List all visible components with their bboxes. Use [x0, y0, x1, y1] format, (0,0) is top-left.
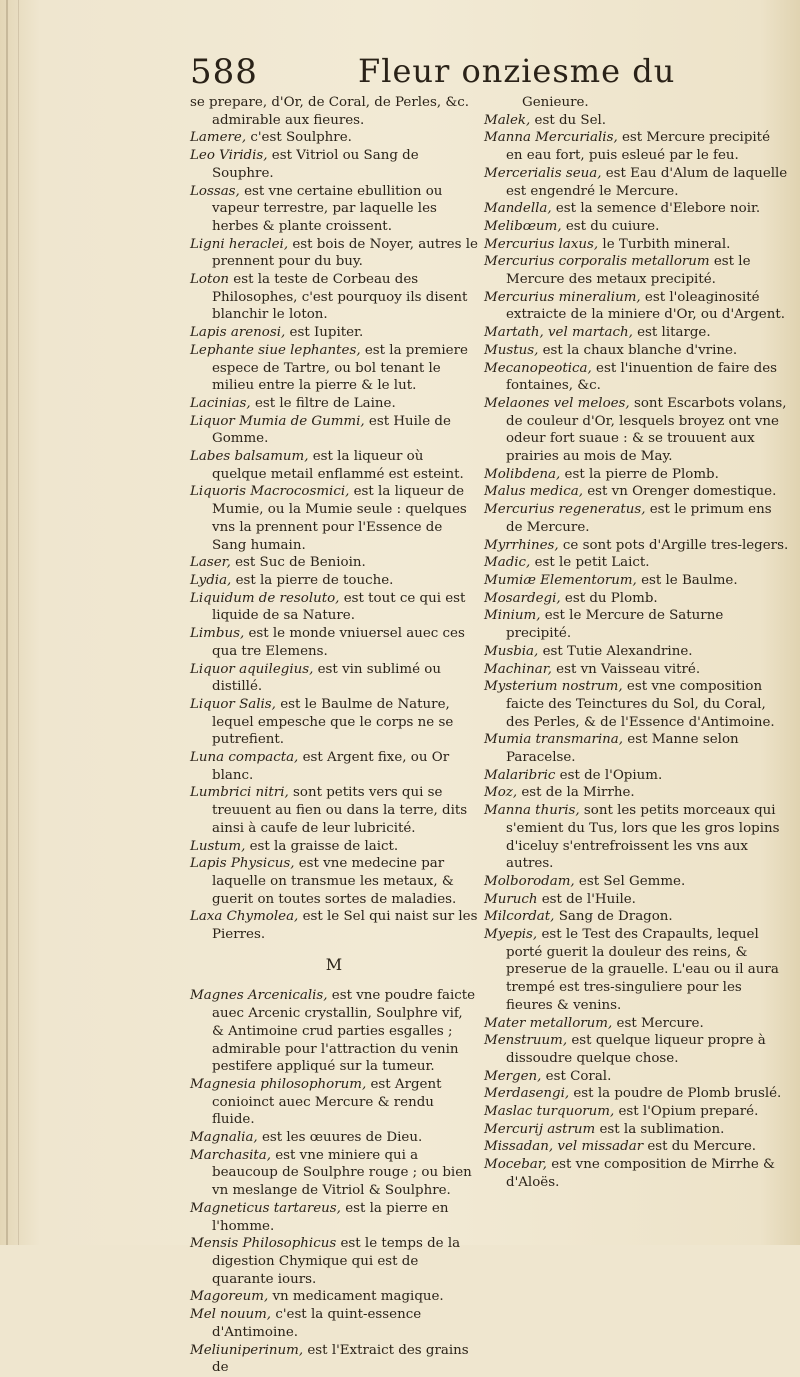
entry-definition: est Argent fixe, ou Or blanc.	[212, 750, 450, 783]
entry-definition: est la pierre en l'homme.	[212, 1200, 449, 1234]
entry-term: Maslac turquorum,	[484, 1104, 615, 1120]
entry-term: Lapis arenosi,	[190, 325, 286, 341]
entry-definition: est la liqueur où quelque metail enflammé est esteint.	[212, 449, 464, 482]
glossary-entry	[190, 94, 478, 129]
glossary-entry	[190, 448, 478, 483]
glossary-entry	[484, 1121, 790, 1139]
glossary-entry	[484, 731, 790, 766]
entry-term: Melaones vel meloes,	[484, 395, 630, 411]
glossary-entry	[484, 342, 790, 360]
entry-term: Mater metallorum,	[484, 1015, 613, 1031]
entry-term: Mel nouum,	[190, 1307, 272, 1323]
entry-definition: est du Mercure.	[643, 1139, 756, 1155]
entry-term: Liquor aquilegius,	[190, 661, 314, 677]
entry-definition: est la liqueur de Mumie, ou la Mumie seule : quelques vns la prennent pour l'Essence de Sang humain.	[212, 484, 467, 553]
entry-definition: est l'inuention de faire des fontaines, &c.	[506, 360, 778, 394]
entry-term: Mocebar,	[484, 1157, 547, 1173]
entry-term: Mercurij astrum	[484, 1121, 596, 1137]
entry-term: Lephante siue lephantes,	[190, 342, 361, 358]
entry-term: Lossas,	[190, 183, 240, 199]
glossary-entry	[484, 554, 790, 572]
entry-definition: est le Mercure des metaux precipité.	[506, 254, 751, 288]
glossary-entry	[484, 236, 790, 254]
entry-definition: sont les petits morceaux qui s'emient du Tus, lors que les gros lopins d'iceluy s'entrefroissent les vns aux autres.	[506, 803, 780, 872]
entry-definition: est la pierre de Plomb.	[560, 466, 719, 482]
glossary-entry	[190, 1129, 478, 1147]
glossary-entry	[190, 271, 478, 324]
glossary-entry	[484, 537, 790, 555]
entry-term: Mysterium nostrum,	[484, 679, 623, 695]
entry-term: Labes balsamum,	[190, 449, 309, 465]
entry-definition: est la premiere espece de Tartre, ou bol tenant le milieu entre la pierre & le lut.	[212, 342, 468, 394]
entry-term: Limbus,	[190, 626, 245, 642]
entry-definition: est quelque liqueur propre à dissoudre quelque chose.	[506, 1033, 766, 1066]
entry-definition: est l'oleaginosité extraicte de la miniere d'Or, ou d'Argent.	[506, 289, 785, 323]
glossary-entry	[190, 147, 478, 182]
entry-definition: est le temps de la digestion Chymique qui est de quarante iours.	[212, 1236, 461, 1287]
entry-definition: est vne composition faicte des Teinctures du Sol, du Coral, des Perles, & de l'Essence d'Antimoine.	[506, 679, 775, 730]
entry-definition: est Coral.	[541, 1068, 612, 1084]
right-column	[484, 94, 790, 1192]
entry-definition: est tout ce qui est liquide de sa Nature.	[212, 590, 466, 624]
glossary-entry	[190, 749, 478, 784]
entry-term: Magnes Arcenicalis,	[190, 988, 328, 1004]
entry-term: Magnesia philosophorum,	[190, 1076, 367, 1092]
entry-definition: est Suc de Benioin.	[230, 555, 366, 571]
entry-term: Milcordat,	[484, 909, 555, 925]
entry-term: Myrrhines,	[484, 537, 559, 553]
glossary-entry	[484, 1103, 790, 1121]
entry-definition: est le Test des Crapaults, lequel porté guerit la douleur des reins, & preserue de la grauelle. L'eau ou il aura trempé est tres-singuliere pour les fieures & venins.	[506, 927, 779, 1013]
glossary-entry	[190, 1306, 478, 1341]
entry-term: Myepis,	[484, 927, 538, 943]
entry-definition: le Turbith mineral.	[598, 236, 731, 252]
glossary-entry	[484, 395, 790, 466]
entry-definition: ce sont pots d'Argille tres-legers.	[558, 537, 789, 553]
glossary-entry	[190, 413, 478, 448]
entry-term: Laxa Chymolea,	[190, 909, 299, 925]
entry-definition: est Tutie Alexandrine.	[538, 643, 693, 659]
entry-term: Lumbrici nitri,	[190, 785, 289, 801]
glossary-entry	[484, 1015, 790, 1033]
entry-definition: est la pierre de touche.	[231, 572, 394, 588]
entry-definition: est la sublimation.	[595, 1121, 725, 1137]
glossary-entry	[190, 183, 478, 236]
entry-term: Mensis Philosophicus	[190, 1236, 337, 1252]
entry-definition: est du cuiure.	[561, 218, 660, 234]
glossary-entry	[484, 678, 790, 731]
glossary-entry	[484, 926, 790, 1015]
glossary-entry	[190, 554, 478, 572]
glossary-entry	[190, 236, 478, 271]
glossary-entry	[190, 342, 478, 395]
entry-term: Mercurius regeneratus,	[484, 502, 646, 518]
entry-definition: est le petit Laict.	[530, 555, 650, 571]
glossary-entry	[190, 572, 478, 590]
entry-term: Machinar,	[484, 661, 552, 677]
entry-term: Menstruum,	[484, 1033, 568, 1049]
glossary-entry	[484, 360, 790, 395]
entry-definition: est vn Vaisseau vitré.	[551, 661, 701, 677]
entry-term: Missadan, vel missadar	[484, 1139, 644, 1155]
entry-term: Leo Viridis,	[190, 148, 268, 164]
glossary-entry	[484, 1032, 790, 1067]
glossary-entry	[484, 784, 790, 802]
entry-definition: est la graisse de laict.	[245, 838, 399, 854]
entry-term: Merdasengi,	[484, 1086, 570, 1102]
entry-definition: est de l'Huile.	[537, 891, 636, 907]
entry-definition: est la poudre de Plomb bruslé.	[569, 1086, 782, 1102]
glossary-entry	[190, 483, 478, 554]
entry-term: Marchasita,	[190, 1147, 271, 1163]
glossary-entry	[484, 661, 790, 679]
entry-term: Malaribric	[484, 767, 556, 783]
entry-definition: vn medicament magique.	[268, 1289, 444, 1305]
page-number: 588	[190, 52, 258, 92]
entry-term: Malus medica,	[484, 484, 583, 500]
entry-definition: est du Sel.	[530, 112, 607, 128]
entry-definition: est les œuures de Dieu.	[257, 1130, 423, 1146]
entry-definition: est la teste de Corbeau des Philosophes, c'est pourquoy ils disent blanchir le loton.	[212, 272, 468, 323]
entry-definition: est Manne selon Paracelse.	[506, 732, 739, 766]
entry-term: Lacinias,	[190, 395, 251, 411]
glossary-entry	[484, 289, 790, 324]
glossary-entry	[190, 908, 478, 943]
entry-term: Liquoris Macrocosmici,	[190, 484, 350, 500]
page-fold-line	[18, 0, 19, 1245]
entry-definition: est la semence d'Elebore noir.	[551, 201, 761, 217]
entry-term: Mustus,	[484, 342, 539, 358]
glossary-entry	[190, 1288, 478, 1306]
entry-definition: est vne poudre faicte auec Arcenic crystallin, Soulphre vif, & Antimoine crud parties esgalles ; admirable pour l'attraction du venin pestifere appliqué sur la tumeur.	[212, 988, 476, 1075]
entry-term: Magnalia,	[190, 1130, 258, 1146]
entry-definition: se prepare, d'Or, de Coral, de Perles, &c. admirable aux fieures.	[190, 95, 470, 128]
glossary-entry	[484, 501, 790, 536]
entry-definition: est vin sublimé ou distillé.	[212, 661, 441, 695]
entry-definition: est vn Orenger domestique.	[582, 484, 777, 500]
glossary-entry	[484, 1138, 790, 1156]
entry-definition: est la chaux blanche d'vrine.	[538, 342, 738, 358]
entry-definition: est Mercure precipité en eau fort, puis esleué par le feu.	[506, 130, 770, 164]
glossary-entry	[484, 112, 790, 130]
glossary-entry	[484, 129, 790, 164]
entry-term: Lydia,	[190, 572, 232, 588]
entry-term: Molborodam,	[484, 873, 575, 889]
entry-definition: est le Sel qui naist sur les Pierres.	[212, 909, 478, 943]
entry-definition: est Eau d'Alum de laquelle est engendré le Mercure.	[506, 165, 788, 199]
entry-term: Laser,	[190, 555, 231, 571]
entry-definition: est le Baulme.	[636, 572, 738, 588]
page-edge-shadow	[6, 0, 8, 1245]
glossary-entry	[190, 129, 478, 147]
glossary-entry	[190, 1200, 478, 1235]
glossary-entry	[484, 891, 790, 909]
glossary-entry	[484, 200, 790, 218]
glossary-entry	[484, 483, 790, 501]
glossary-entry	[484, 1156, 790, 1191]
entry-term: Mosardegi,	[484, 590, 561, 606]
glossary-entry	[484, 572, 790, 590]
entry-definition: sont petits vers qui se treuuent au fien ou dans la terre, dits ainsi à caufe de leur lubricité.	[212, 785, 468, 836]
entry-term: Mumiæ Elementorum,	[484, 572, 637, 588]
glossary-entry	[190, 625, 478, 660]
entry-definition: est Sel Gemme.	[574, 873, 686, 889]
entry-term: Manna thuris,	[484, 803, 580, 819]
glossary-entry	[484, 873, 790, 891]
glossary-entry	[190, 838, 478, 856]
entry-term: Magoreum,	[190, 1289, 269, 1305]
entry-definition: est bois de Noyer, autres le prennent pour du buy.	[212, 236, 478, 270]
entry-term: Mandella,	[484, 201, 552, 217]
glossary-entry	[484, 643, 790, 661]
entry-term: Liquor Salis,	[190, 696, 276, 712]
entry-definition: est le primum ens de Mercure.	[506, 502, 772, 535]
entry-term: Muruch	[484, 891, 538, 907]
entry-term: Mumia transmarina,	[484, 732, 624, 748]
entry-term: Madic,	[484, 555, 531, 571]
entry-definition: est vne certaine ebullition ou vapeur terrestre, par laquelle les herbes & plante croissent.	[212, 183, 443, 234]
entry-term: Manna Mercurialis,	[484, 130, 618, 146]
section-letter: M	[325, 954, 343, 974]
glossary-entry	[190, 395, 478, 413]
page-header	[0, 40, 800, 90]
entry-term: Magneticus tartareus,	[190, 1200, 341, 1216]
entry-term: Mercurius laxus,	[484, 236, 599, 252]
entry-definition: sont Escarbots volans, de couleur d'Or, lesquels broyez ont vne odeur fort suaue : & se trouuent aux prairies au mois de May.	[506, 395, 787, 465]
glossary-entry	[484, 802, 790, 873]
entry-term: Mercurius corporalis metallorum	[484, 254, 710, 270]
entry-term: Melibœum,	[484, 218, 562, 234]
glossary-entry	[190, 661, 478, 696]
entry-term: Luna compacta,	[190, 750, 299, 766]
glossary-entry	[484, 1085, 790, 1103]
entry-definition: est Mercure.	[612, 1015, 704, 1031]
entry-term: Moz,	[484, 785, 518, 801]
glossary-entry	[484, 607, 790, 642]
glossary-entry	[190, 855, 478, 908]
entry-definition: est vne medecine par laquelle on transmue les metaux, & guerit on toutes sortes de maladies.	[212, 856, 457, 907]
glossary-entry	[190, 1147, 478, 1200]
entry-definition: est Argent conioinct auec Mercure & rendu fluide.	[212, 1076, 442, 1128]
entry-term: Liquidum de resoluto,	[190, 590, 340, 606]
entry-definition: est vne miniere qui a beaucoup de Soulphre rouge ; ou bien vn meslange de Vitriol & Soulphre.	[212, 1147, 472, 1199]
glossary-entry	[190, 1235, 478, 1288]
entry-definition: est Vitriol ou Sang de Souphre.	[212, 148, 419, 181]
entry-definition: est l'Opium preparé.	[614, 1104, 759, 1120]
glossary-entry	[484, 767, 790, 785]
glossary-entry	[484, 908, 790, 926]
glossary-entry	[484, 165, 790, 200]
glossary-entry	[484, 218, 790, 236]
entry-definition: Sang de Dragon.	[554, 909, 673, 925]
entry-term: Minium,	[484, 608, 541, 624]
entry-definition: est de la Mirrhe.	[517, 785, 635, 801]
entry-term: Mercurius mineralium,	[484, 289, 641, 305]
entry-term: Ligni heraclei,	[190, 236, 289, 252]
entry-term: Mercerialis seua,	[484, 165, 602, 181]
entry-definition: est Huile de Gomme.	[212, 413, 451, 447]
glossary-entry	[484, 590, 790, 608]
entry-term: Liquor Mumia de Gummi,	[190, 413, 365, 429]
entry-term: Lamere,	[190, 130, 247, 146]
glossary-entry	[190, 590, 478, 625]
entry-term: Lapis Physicus,	[190, 856, 295, 872]
entry-definition: c'est Soulphre.	[246, 130, 352, 146]
glossary-entry	[484, 324, 790, 342]
continued-line: Genieure.	[522, 95, 589, 110]
entry-definition: est litarge.	[632, 325, 711, 341]
entry-definition: est le Baulme de Nature, lequel empesche que le corps ne se putrefient.	[212, 696, 454, 748]
left-column	[190, 94, 478, 1377]
entry-definition: est l'Extraict des grains de	[212, 1342, 469, 1376]
entry-term: Musbia,	[484, 643, 539, 659]
glossary-entry	[190, 696, 478, 749]
glossary-entry	[484, 253, 790, 288]
entry-definition: est le monde vniuersel auec ces qua tre Elemens.	[212, 626, 465, 659]
entry-definition: est du Plomb.	[560, 590, 658, 606]
entry-term: Martath, vel martach,	[484, 325, 633, 341]
entry-term: Malek,	[484, 112, 531, 128]
glossary-entry	[190, 1076, 478, 1129]
entry-term: Molibdena,	[484, 466, 561, 482]
entry-definition: est le Mercure de Saturne precipité.	[506, 608, 724, 642]
entry-term: Loton	[190, 272, 230, 288]
entry-term: Mecanopeotica,	[484, 360, 592, 376]
glossary-entry	[484, 1068, 790, 1086]
entry-definition: est Iupiter.	[285, 325, 364, 341]
entry-definition: c'est la quint-essence d'Antimoine.	[212, 1307, 422, 1340]
glossary-entry	[190, 784, 478, 837]
entry-term: Meliuniperinum,	[190, 1342, 304, 1358]
running-title: Fleur onziesme du	[358, 52, 676, 90]
glossary-entry	[190, 324, 478, 342]
glossary-entry	[190, 987, 478, 1076]
entry-definition: est de l'Opium.	[555, 767, 663, 783]
entry-term: Lustum,	[190, 838, 246, 854]
entry-definition: est le filtre de Laine.	[250, 395, 396, 411]
glossary-entry	[484, 466, 790, 484]
entry-definition: est vne composition de Mirrhe & d'Aloës.	[506, 1157, 775, 1190]
glossary-entry	[190, 1342, 478, 1377]
entry-term: Mergen,	[484, 1068, 542, 1084]
